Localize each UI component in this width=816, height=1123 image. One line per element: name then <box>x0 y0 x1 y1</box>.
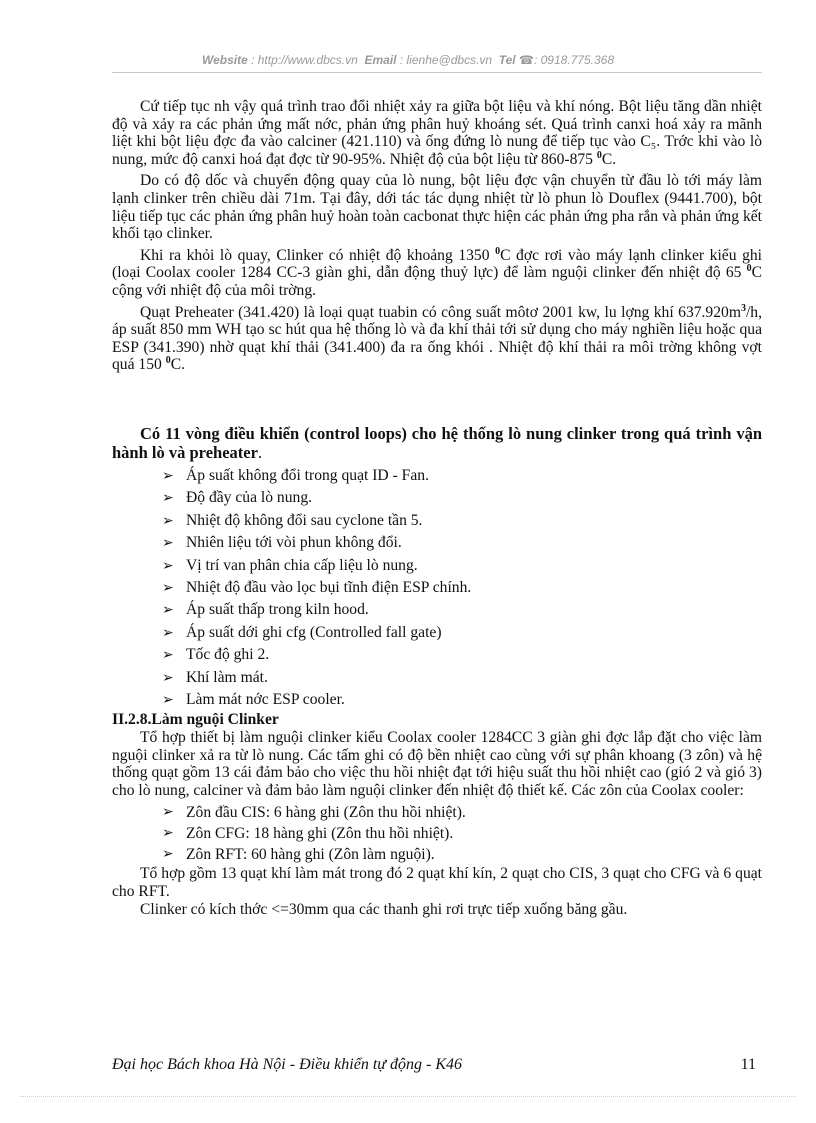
list-item: ➢ Zôn CFG: 18 hàng ghi (Zôn thu hồi nhiệt). <box>162 825 454 843</box>
list-item: ➢ Làm mát nớc ESP cooler. <box>162 689 762 711</box>
page-header <box>0 53 816 67</box>
arrow-bullet-icon: ➢ <box>162 579 174 596</box>
page-number: 11 <box>740 1056 756 1073</box>
arrow-bullet-icon: ➢ <box>162 512 174 529</box>
footer-divider <box>20 1096 796 1097</box>
phone-icon: ☎ <box>519 53 534 67</box>
list-item: ➢ Vị trí van phân chia cấp liệu lò nung. <box>162 555 762 577</box>
tel-value: : 0918.775.368 <box>533 53 615 67</box>
list-item: ➢ Áp suất dới ghi cfg (Controlled fall gate) <box>162 622 762 644</box>
list-item: ➢ Độ đầy của lò nung. <box>162 487 762 509</box>
arrow-bullet-icon: ➢ <box>162 691 174 708</box>
control-loops-list <box>112 465 762 711</box>
email-value: : lienhe@dbcs.vn <box>399 53 493 67</box>
section-title: II.2.8.Làm nguội Clinker <box>112 711 279 729</box>
page-body <box>112 98 762 918</box>
list-item: ➢ Zôn RFT: 60 hàng ghi (Zôn làm nguội). <box>162 846 435 864</box>
control-loops-heading: Có 11 vòng điều khiển (control loops) cho hệ thống lò nung clinker trong quá trình vận hành lò và preheater. <box>112 423 762 462</box>
list-item: ➢ Nhiên liệu tới vòi phun không đổi. <box>162 532 762 554</box>
section-paragraph-1: Tổ hợp thiết bị làm nguội clinker kiểu Coolax cooler 1284CC 3 giàn ghi đợc lắp đặt cho việc làm nguội clinker xả ra từ lò nung. Các tấm ghi có độ bền nhiệt cao cùng với sự phân khoang (3 zôn) và hệ thống quạt gồm 13 cái đảm bảo cho việc thu hồi nhiệt đạt tới hiệu suất thu hồi nhiệt cao (gió 2 và gió 3) cho lò nung, calciner và đảm bảo làm nguội clinker đến nhiệt độ thiết kế. Các zôn của Coolax cooler: <box>112 728 762 799</box>
arrow-bullet-icon: ➢ <box>162 467 174 484</box>
paragraph-2: Do có độ dốc và chuyển động quay của lò nung, bột liệu đợc vận chuyển từ đầu lò tới máy làm lạnh clinker trên chiều dài 71m. Tại đây, dới tác tác dụng nhiệt từ lò phun lò Douflex (9441.700), bột liệu tiếp tục các phản ứng phân huỷ hoàn toàn cacbonat thực hiện các phản ứng pha rắn và phản ứng kết khối tạo clinker. <box>112 172 762 243</box>
arrow-bullet-icon: ➢ <box>162 804 174 821</box>
list-item: ➢ Áp suất thấp trong kiln hood. <box>162 599 762 621</box>
arrow-bullet-icon: ➢ <box>162 535 174 552</box>
list-item: ➢ Nhiệt độ không đổi sau cyclone tần 5. <box>162 510 762 532</box>
website-value: : http://www.dbcs.vn <box>251 53 358 67</box>
arrow-bullet-icon: ➢ <box>162 624 174 641</box>
list-item: ➢ Áp suất không đổi trong quạt ID - Fan. <box>162 465 762 487</box>
email-label: Email <box>364 53 397 67</box>
tel-label: Tel <box>498 53 516 67</box>
footer-text: Đại học Bách khoa Hà Nội - Điều khiển tự động - K46 <box>112 1056 462 1073</box>
arrow-bullet-icon: ➢ <box>162 825 174 842</box>
arrow-bullet-icon: ➢ <box>162 669 174 686</box>
page-footer <box>112 1056 762 1074</box>
arrow-bullet-icon: ➢ <box>162 490 174 507</box>
zones-list <box>112 802 762 865</box>
arrow-bullet-icon: ➢ <box>162 602 174 619</box>
header-divider <box>112 72 762 73</box>
paragraph-4: Quạt Preheater (341.420) là loại quạt tuabin có công suất môtơ 2001 kw, lu lợng khí $637.920m^3/h$, áp suất 850 mm WH tạo sc hút qua hệ thống lò và đa khí thải tới sử dụng cho máy nghiền liệu hoặc qua ESP (341.390) nhờ quạt khí thải (341.400) đa ra ống khói . Nhiệt độ khí thải ra môi trờng không vợt quá 150 $^0$C. <box>112 302 762 374</box>
section-paragraph-2: Tổ hợp gồm 13 quạt khí làm mát trong đó 2 quạt khí kín, 2 quạt cho CIS, 3 quạt cho CFG và 6 quạt cho RFT. <box>112 865 762 900</box>
arrow-bullet-icon: ➢ <box>162 647 174 664</box>
arrow-bullet-icon: ➢ <box>162 557 174 574</box>
list-item: ➢ Zôn đầu CIS: 6 hàng ghi (Zôn thu hồi nhiệt). <box>162 804 466 822</box>
list-item: ➢ Tốc độ ghi 2. <box>162 644 762 666</box>
list-item: ➢ Nhiệt độ đầu vào lọc bụi tĩnh điện ESP chính. <box>162 577 762 599</box>
list-item: ➢ Khí làm mát. <box>162 667 762 689</box>
paragraph-1: Cứ tiếp tục nh vậy quá trình trao đổi nhiệt xảy ra giữa bột liệu và khí nóng. Bột liệu tăng dần nhiệt độ và xảy ra các phản ứng mất nớc, phản ứng phân huỷ khoáng sét. Quá trình canxi hoá xảy ra mãnh liệt khi bột liệu đợc đa vào calciner (421.110) và ống đứng lò nung để tiếp tục vào C₅. Trớc khi vào lò nung, mức độ canxi hoá đạt đợc từ 90-95%. Nhiệt độ của bột liệu từ 860-875 $^0$C. <box>112 98 762 168</box>
website-label: Website <box>201 53 248 67</box>
paragraph-3: Khi ra khỏi lò quay, Clinker có nhiệt độ khoảng 1350 $^0$C đợc rơi vào máy lạnh clinker kiểu ghi (loại Coolax cooler 1284 CC-3 giàn ghi, dẫn động thuỷ lực) để làm nguội clinker đến nhiệt độ 65 $^0$C cộng với nhiệt độ của môi trờng. <box>112 245 762 299</box>
section-paragraph-3: Clinker có kích thớc <=30mm qua các thanh ghi rơi trực tiếp xuống băng gầu. <box>140 900 628 918</box>
arrow-bullet-icon: ➢ <box>162 846 174 863</box>
